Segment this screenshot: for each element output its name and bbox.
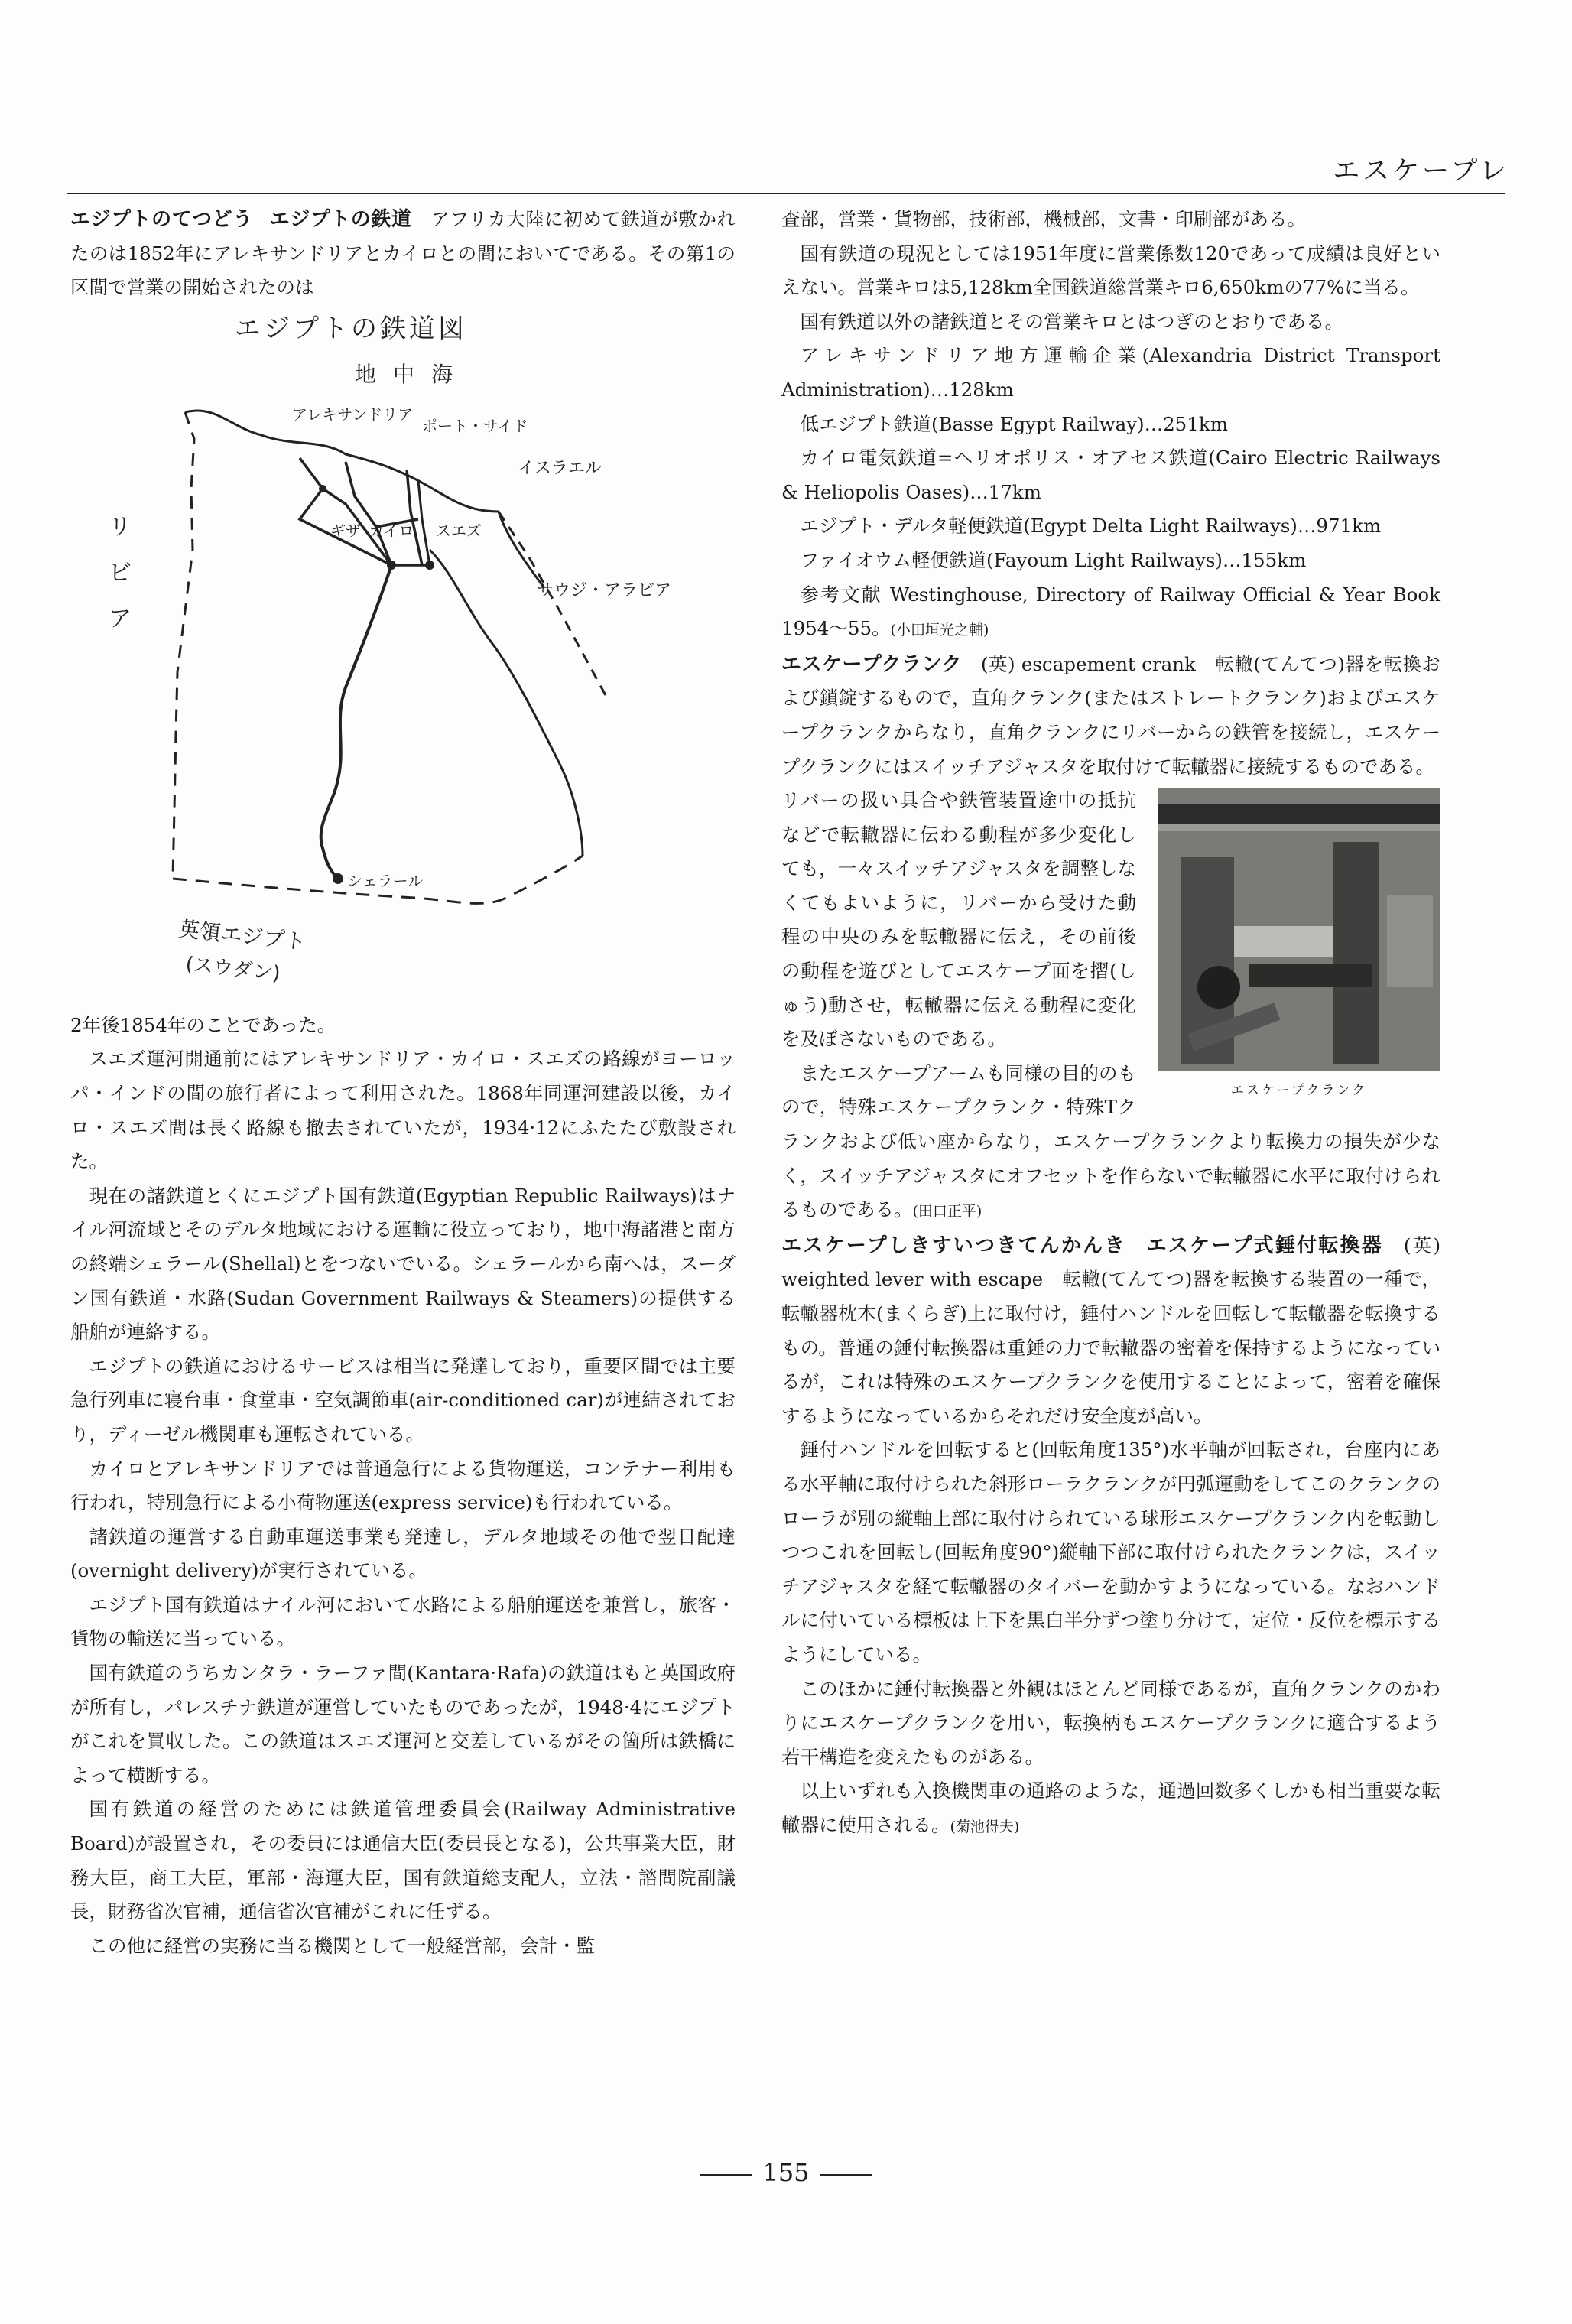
map-border-libya	[173, 412, 194, 879]
entry-heading: エスケープクランク	[781, 652, 962, 676]
paragraph: 錘付ハンドルを回転すると(回転角度135°)水平軸が回転され，台座内にある水平軸に取付けられた斜形ローラクランクが円弧運動をしてこのクランクのローラが別の縦軸上部に取付けられている球形エスケープクランク内を転動しつつこれを回転し(回転角度90°)縦軸下部に取付けられたクランクは，スイッチアジャスタを経て転轍器のタイバーを動かすようになっている。なおハンドルに付いている標板は上下を黒白半分ずつ塗り分けて，定位・反位を標示するようにしている。	[781, 1438, 1440, 1666]
header-rule	[67, 193, 1505, 194]
entry-escape-crank	[781, 648, 1440, 784]
map-label-alexandria: アレキサンドリア	[292, 405, 414, 424]
map-title: エジプトの鉄道図	[235, 313, 467, 344]
map-label-sudan-2: (スウダン)	[184, 952, 282, 986]
entry-heading-kanji: エスケープ式錘付転換器	[1146, 1234, 1384, 1257]
map-label-shellal: シェラール	[347, 871, 424, 890]
entry-weighted-lever	[781, 1229, 1440, 1434]
running-header: エスケープレ	[1333, 156, 1509, 187]
entry-intro: アフリカ大陸に初めて鉄道が敷かれたのは1852年にアレキサンドリアとカイロとの間においてである。その第1の区間で営業の開始されたのは	[70, 208, 736, 299]
paragraph	[781, 1774, 1440, 1844]
egypt-railway-map	[70, 305, 743, 1009]
paragraph: このほかに錘付転換器と外観はほとんど同様であるが，直角クランクのかわりにエスケープクランクを用い，転換柄もエスケープクランクに適合するよう若干構造を変えたものがある。	[781, 1677, 1440, 1768]
paragraph: この他に経営の実務に当る機関として一般経営部，会計・監	[89, 1934, 595, 1957]
escape-crank-photo	[1158, 788, 1440, 1071]
author-credit: (菊池得夫)	[950, 1818, 1020, 1835]
entry-egypt-railway	[70, 203, 736, 305]
right-column	[781, 203, 1440, 1845]
map-border-israel	[499, 512, 606, 695]
paragraph: スエズ運河開通前にはアレキサンドリア・カイロ・スエズの路線がヨーロッパ・インドの間の旅行者によって利用された。1868年同運河建設以後，カイロ・スエズ間は長く路線も撤去されていたが，1934·12にふたたび敷設された。	[70, 1048, 736, 1173]
entry-lang: (英) escapement crank	[980, 652, 1196, 675]
map-label-sudan: 英領エジプト	[177, 915, 307, 955]
paragraph: 国有鉄道以外の諸鉄道とその営業キロとはつぎのとおりである。	[800, 310, 1343, 333]
paragraph: カイロとアレキサンドリアでは普通急行による貨物運送，コンテナー利用も行われ，特別急行による小荷物運送(express service)も行われている。	[70, 1457, 736, 1514]
photo-caption: エスケープクランク	[1230, 1083, 1368, 1099]
railway-list-item: 低エジプト鉄道(Basse Egypt Railway)…251km	[800, 412, 1228, 435]
page-number	[0, 2158, 1572, 2187]
entry-text: 転轍(てんてつ)器を転換する装置の一種で，転轍器枕木(まくらぎ)上に取付け，錘付ハンドルを回転して転轍器を転換するもの。普通の錘付転換器は重錘の力で転轍器の密着を保持するようになっているが，これは特殊のエスケープクランクを使用することによって，密着を確保するようになっているからそれだけ安全度が高い。	[781, 1268, 1441, 1427]
figure	[1158, 788, 1440, 1102]
railway-list-item: カイロ電気鉄道=ヘリオポリス・オアセス鉄道(Cairo Electric Railways & Heliopolis Oases)…17km	[781, 447, 1440, 503]
author-credit: (小田垣光之輔)	[890, 622, 989, 639]
paragraph: 国有鉄道の経営のためには鉄道管理委員会(Railway Administrative Board)が設置され，その委員には通信大臣(委員長となる)，公共事業大臣，財務大臣，商工大臣，軍部・海運大臣，国有鉄道総支配人，立法・諮問院副議長，財務省次官補，通信省次官補がこれに任ずる。	[70, 1798, 736, 1923]
author-credit: (田口正平)	[912, 1203, 982, 1221]
map-label-libya-3: ア	[109, 605, 132, 632]
paragraph: リバーの扱い具合や鉄管装置途中の抵抗などで転轍器に伝わる動程が多少変化しても，一々スイッチアジャスタを調整しなくてもよいように，リバーから受けた動程の中央のみを転轍器に伝え，その前後の動程を遊びとしてエスケープ面を摺(しゅう)動させ，転轍器に伝える動程に変化を及ぼさないものである。	[781, 789, 1136, 1051]
entry-heading-kana: エスケープしきすいつきてんかんき	[781, 1234, 1126, 1257]
entry-text: 転轍(てんてつ)器を転換および鎖錠するもので，直角クランク(またはストレートクランク)およびエスケープクランクからなり，直角クランクにリバーからの鉄管を接続し，エスケープクランクにはスイッチアジャスタを取付けて転轍器に接続するものである。	[781, 652, 1441, 778]
paragraph: エジプトの鉄道におけるサービスは相当に発達しており，重要区間では主要急行列車に寝台車・食堂車・空気調節車(air-conditioned car)が連結されており，ディーゼル機関車も運転されている。	[70, 1354, 736, 1445]
map-sinai-coast	[499, 512, 544, 588]
map-label-suez: スエズ	[436, 521, 482, 540]
map-nile-railway	[321, 565, 391, 879]
entry-lang: (英) weighted lever with escape	[781, 1234, 1441, 1291]
railway-list-item: アレキサンドリア地方運輸企業(Alexandria District Transport Administration)…128km	[781, 344, 1440, 401]
map-label-israel: イスラエル	[518, 458, 602, 478]
paragraph: エジプト国有鉄道はナイル河において水路による船舶運送を兼営し，旅客・貨物の輸送に当っている。	[70, 1593, 736, 1650]
reference-text: 参考文献 Westinghouse, Directory of Railway Official & Year Book 1954～55。	[781, 583, 1440, 640]
paragraph: 諸鉄道の運営する自動車運送事業も発達し，デルタ地域その他で翌日配達(overnight delivery)が実行されている。	[70, 1525, 736, 1582]
paragraph-text: 以上いずれも入換機関車の通路のような，通過回数多くしかも相当重要な転轍器に使用される。	[781, 1780, 1440, 1836]
railway-list-item: ファイオウム軽便鉄道(Fayoum Light Railways)…155km	[800, 548, 1307, 571]
paragraph: 現在の諸鉄道とくにエジプト国有鉄道(Egyptian Republic Railways)はナイル河流域とそのデルタ地域における運輸に役立っており，地中海諸港と南方の終端シェラール(Shellal)とをつないでいる。シェラールから南へは，スーダン国有鉄道・水路(Sudan Government Railways & Steamers)の提供する船舶が連絡する。	[70, 1184, 736, 1344]
paragraph: 査部，営業・貨物部，技術部，機械部，文書・印刷部がある。	[781, 208, 1306, 230]
map-label-giza: ギザ	[330, 521, 361, 540]
paragraph-text: またエスケープアームも同様の目的のもので，特殊エスケープクランク・特殊Tクランクおよび低い座からなり，エスケープクランクより転換力の損失が少なく，スイッチアジャスタにオフセットを作らないで転轍器に水平に取付けられるものである。	[781, 1061, 1440, 1221]
entry-heading-kana: エジプトのてつどう	[70, 208, 253, 231]
map-label-libya-1: リ	[109, 513, 132, 541]
paragraph: 国有鉄道の現況としては1951年度に営業係数120であって成績は良好といえない。営業キロは5,128km全国鉄道総営業キロ6,650kmの77%に当る。	[781, 242, 1440, 299]
railway-list-item: エジプト・デルタ軽便鉄道(Egypt Delta Light Railways)…971km	[800, 515, 1382, 538]
map-label-saudi: サウジ・アラビア	[537, 580, 672, 600]
left-column	[70, 203, 736, 1963]
map-label-sea: 地中海	[355, 361, 470, 387]
entry-heading-kanji: エジプトの鉄道	[269, 208, 412, 231]
paragraph: 国有鉄道のうちカンタラ・ラーファ間(Kantara·Rafa)の鉄道はもと英国政府が所有し，パレスチナ鉄道が運営していたものであったが，1948·4にエジプトがこれを買収した。この鉄道はスエズ運河と交差しているがその箇所は鉄橋によって横断する。	[70, 1662, 736, 1786]
entry-intro-cont: 2年後1854年のことであった。	[70, 1013, 336, 1036]
page-number-value: 155	[762, 2158, 810, 2187]
map-label-libya-2: ビ	[109, 559, 132, 587]
map-label-cairo: カイロ	[369, 521, 414, 540]
map-label-port-said: ポート・サイド	[422, 416, 528, 435]
reference	[781, 578, 1440, 648]
